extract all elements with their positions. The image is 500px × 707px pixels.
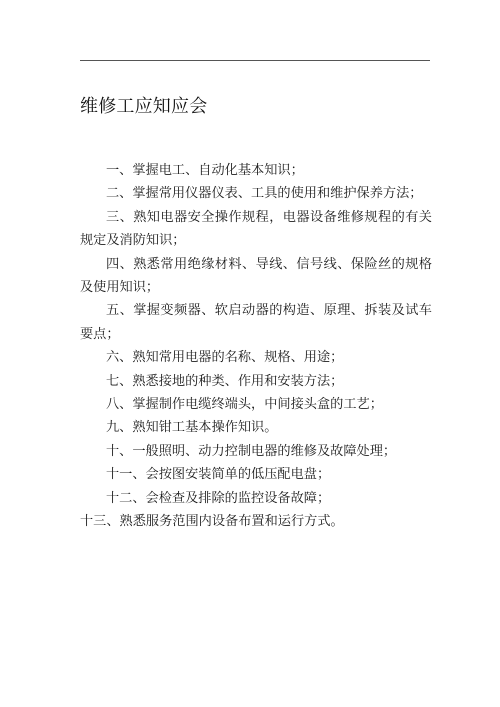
list-item: 十三、熟悉服务范围内设备布置和运行方式。 bbox=[80, 514, 344, 530]
list-item: 十二、会检查及排除的监控设备故障； bbox=[106, 490, 331, 506]
document-body bbox=[80, 159, 432, 534]
document-title: 维修工应知应会 bbox=[80, 96, 208, 117]
list-item: 二、掌握常用仪器仪表、工具的使用和维护保养方法； bbox=[106, 186, 423, 202]
list-item: 十一、会按图安装简单的低压配电盘； bbox=[106, 467, 331, 483]
list-item: 九、熟知钳工基本操作知识。 bbox=[106, 420, 278, 436]
list-item: 五、掌握变频器、软启动器的构造、原理、拆装及试车要点； bbox=[80, 303, 432, 342]
list-item: 八、掌握制作电缆终端头，中间接头盒的工艺； bbox=[106, 397, 383, 413]
header-rule bbox=[80, 60, 430, 61]
list-item: 一、掌握电工、自动化基本知识； bbox=[106, 163, 304, 178]
list-item: 四、熟悉常用绝缘材料、导线、信号线、保险丝的规格及使用知识； bbox=[80, 256, 432, 296]
list-item: 六、熟知常用电器的名称、规格、用途； bbox=[106, 350, 344, 366]
list-item: 十、一般照明、动力控制电器的维修及故障处理； bbox=[106, 443, 397, 459]
list-item: 三、熟知电器安全操作规程，电器设备维修规程的有关规定及消防知识； bbox=[80, 209, 432, 249]
list-item: 七、熟悉接地的种类、作用和安装方法； bbox=[106, 373, 344, 389]
